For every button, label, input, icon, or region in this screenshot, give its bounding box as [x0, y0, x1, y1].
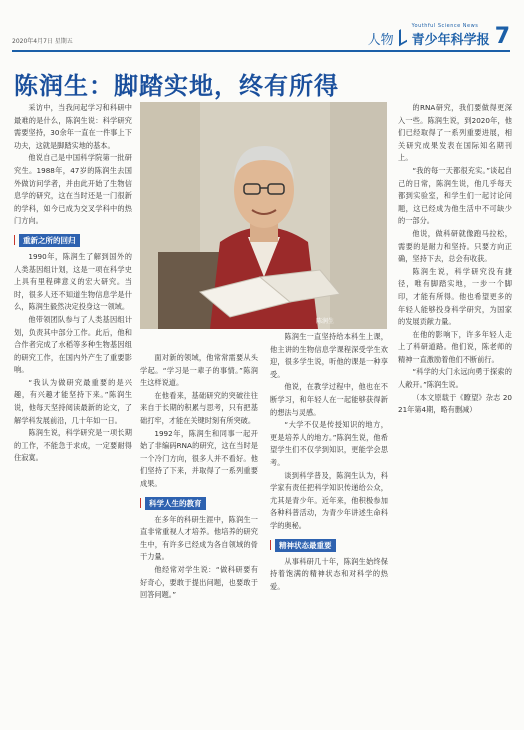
paragraph: 他说，在教学过程中，他也在不断学习，和年轻人在一起能够获得新的想法与灵感。	[270, 382, 388, 417]
portrait-photo	[140, 102, 387, 329]
subheading	[140, 497, 206, 510]
column-1	[14, 102, 132, 720]
paragraph: 面对新的领域，他常常需要从头学起。“学习是一辈子的事情。”陈润生这样说道。	[140, 353, 258, 388]
issue-date: 2020年4月7日 星期五	[12, 38, 73, 45]
masthead-area	[368, 20, 510, 48]
paragraph: 他说，做科研就像跑马拉松，需要的是耐力和坚持。只要方向正确，坚持下去，总会有收获。	[398, 228, 512, 264]
subheading-label: 精神状态最重要	[275, 539, 336, 552]
paragraph: “科学的大门永远向勇于探索的人敞开。”陈润生说。	[398, 367, 512, 390]
photo-credit: 陈润生	[316, 318, 335, 325]
source-note: （本文原载于《瞭望》杂志 2021年第4期，略有删减）	[398, 392, 512, 415]
column-2	[140, 352, 258, 720]
paragraph: “我的每一天都很充实。”谈起自己的日常，陈润生说，他几乎每天都到实验室，和学生们一起讨论问题，这已经成为他生活中不可缺少的一部分。	[398, 165, 512, 226]
portrait-illustration	[140, 102, 387, 329]
paragraph: 他带领团队参与了人类基因组计划，负责其中部分工作。此后，他和合作者完成了水稻等多种生物基因组的研究工作，在国内外产生了重要影响。	[14, 314, 132, 375]
brand-name: 青少年科学报	[411, 33, 490, 48]
subheading-bar-icon	[270, 540, 271, 550]
paragraph: 陈润生说，科学研究是一项长期的工作，不能急于求成，一定要耐得住寂寞。	[14, 428, 132, 463]
masthead	[412, 23, 490, 48]
chevron-divider-icon	[399, 26, 407, 47]
subheading-bar-icon	[14, 235, 15, 245]
paragraph: “大学不仅是传授知识的地方，更是培养人的地方。”陈润生说，他希望学生们不仅学到知识，更能学会思考。	[270, 420, 388, 467]
subheading-label: 科学人生的教育	[145, 497, 206, 510]
paragraph: 1990年，陈润生了解到国外的人类基因组计划，这是一项在科学史上具有里程碑意义的宏大研究。当时，很多人还不知道生物信息学是什么，陈润生毅然决定投身这一领域。	[14, 251, 132, 312]
paragraph: 的RNA研究，我们要做得更深入一些。陈润生说，到2020年，他们已经取得了一系列重要进展，相关研究成果发表在国际知名期刊上。	[398, 103, 512, 163]
paragraph: 1992年，陈润生和同事一起开始了非编码RNA的研究，这在当时是一个冷门方向，很多人并不看好。他们坚持了下来，并取得了一系列重要成果。	[140, 428, 258, 488]
paragraph: 采访中，当我问起学习和科研中最难的是什么，陈润生说：科学研究需要坚持，30余年一直在一件事上下功夫，这就是脚踏实地的基本。	[14, 103, 132, 150]
article-title: 陈润生：脚踏实地，终有所得	[14, 72, 339, 100]
subheading	[270, 539, 336, 552]
column-3	[270, 331, 388, 721]
subheading-bar-icon	[140, 498, 141, 508]
paragraph: 在他看来，基础研究的突破往往来自于长期的积累与思考，只有把基础打牢，才能在关键时刻有所突破。	[140, 390, 258, 425]
paragraph: 在他的影响下，许多年轻人走上了科研道路。他们说，陈老师的精神一直激励着他们不断前行。	[398, 329, 512, 364]
paragraph: “我认为做研究最重要的是兴趣，有兴趣才能坚持下来。”陈润生说，他每天坚持阅读最新的论文，了解学科发展前沿，几十年如一日。	[14, 377, 132, 425]
paragraph: 陈润生一直坚持给本科生上课，他主讲的生物信息学课程深受学生欢迎，很多学生说，听他的课是一种享受。	[270, 332, 388, 379]
header-rule	[12, 50, 510, 52]
page-number: 7	[494, 24, 510, 49]
paragraph: 谈到科学普及，陈润生认为，科学家有责任把科学知识传递给公众，尤其是青少年。近年来，他积极参加各种科普活动，为青少年讲述生命科学的奥秘。	[270, 470, 388, 530]
column-4	[398, 102, 512, 720]
paragraph: 从事科研几十年，陈润生始终保持着饱满的精神状态和对科学的热爱。	[270, 556, 388, 591]
section-label: 人物	[367, 33, 394, 48]
brand-english: Youthful Science News	[411, 23, 479, 29]
page-header	[0, 0, 524, 48]
subheading	[14, 234, 80, 247]
subheading-label: 重新之所的回归	[19, 234, 80, 247]
paragraph: 他经常对学生说：“做科研要有好奇心，要敢于提出问题，也要敢于回答问题。”	[140, 564, 258, 600]
paragraph: 他说自己是中国科学院第一批研究生。1988年，47岁的陈润生去国外做访问学者，并由此开始了生物信息学的研究，这在当时还是一门很新的学科，如今已成为交叉学科中的热门方向。	[14, 153, 132, 226]
paragraph: 在多年的科研生涯中，陈润生一直非常重视人才培养。他培养的研究生中，有许多已经成为各自领域的骨干力量。	[140, 514, 258, 562]
paragraph: 陈润生说，科学研究没有捷径，唯有脚踏实地，一步一个脚印，才能有所得。他也希望更多的年轻人能够投身科学研究，为国家的发展贡献力量。	[398, 266, 512, 327]
